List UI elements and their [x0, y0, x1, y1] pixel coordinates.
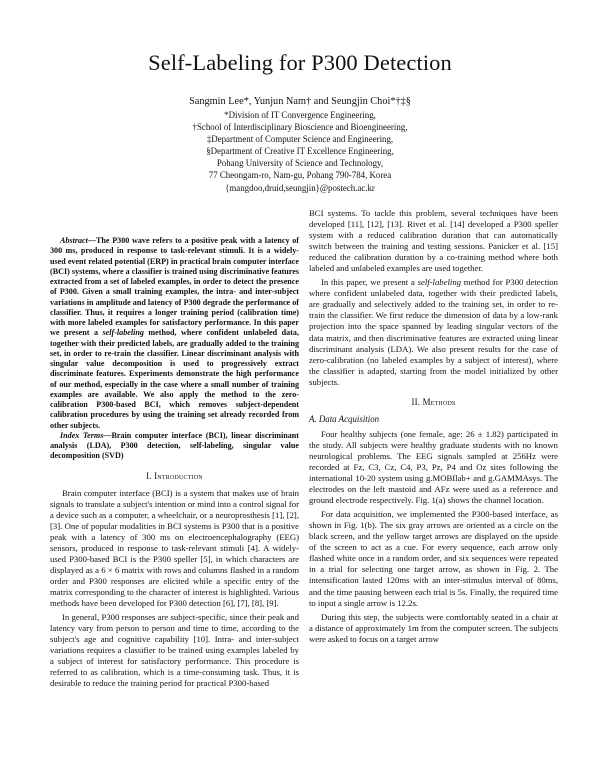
affiliations: [0, 109, 600, 194]
methods-paragraph: For data acquisition, we implemented the P300-based interface, as shown in Fig. 1(b). The six gray arrows are oriented as a circle on the black screen, and the yellow target arrows are displayed on the upside of the screen to act as a cue. For every sequence, each arrow only flashed white once in a random order, and six sequences were repeated in a trial for selecting one target arrow, as shown in Fig. 2. The intensification lasted 120ms with an inter-stimulus interval of 80ms, and the time pausing between each trial is 5s. Finally, the required time to input a single arrow is 12.2s.: [309, 509, 558, 608]
section-heading-methods: II. Methods: [411, 396, 456, 407]
affiliation-line: 77 Cheongam-ro, Nam-gu, Pohang 790-784, Korea: [208, 170, 392, 181]
affiliation-line: *Division of IT Convergence Engineering,: [224, 110, 376, 120]
affiliation-line: †School of Interdisciplinary Bioscience and Bioengineering,: [192, 122, 408, 133]
intro-paragraph-continued: BCI systems. To tackle this problem, several techniques have been developed [11], [12], [13]. Rivet et al. [14] developed a P300 speller system with a reduced calibration duration that can automatically switch between the training and testing sessions. Panicker et al. [15] reduced the calibration duration by a co-training method where both labeled and unlabeled examples are used together.: [309, 208, 558, 274]
affiliation-line: §Department of Creative IT Excellence Engineering,: [206, 146, 394, 157]
methods-paragraph: During this step, the subjects were comfortably seated in a chair at a distance of approximately 1m from the computer screen. The subjects were asked to focus on a target arrow: [309, 611, 558, 644]
index-terms: —Brain computer interface (BCI), linear discriminant analysis (LDA), P300 detection, self-labeling, singular value decomposition (SVD): [50, 430, 300, 461]
affiliation-line: ‡Department of Computer Science and Engineering,: [206, 134, 394, 145]
intro-paragraph: Brain computer interface (BCI) is a system that makes use of brain signals to translate a subject's intention or mind into a control signal for a device such as a computer, a wheelchair, or a neuroprosthesis [1], [2], [3]. One of popular modalities in BCI systems is P300 that is a positive peak with a latency of 300 ms on electroencephalography (EEG) sensors, produced in response to task-relevant stimuli [4]. A widely-used P300-based BCI is the P300 speller [5], in which characters are displayed as a 6 × 6 matrix with rows and columns flashed in a random order and P300 responses are elicited while a specific entry of the matrix corresponding to the character of interest is highlighted. Various methods have been developed for P300 detection [6], [7], [8], [9].: [50, 487, 299, 609]
abstract-text: —The P300 wave refers to a positive peak with a latency of 300 ms, produced in response to task-relevant stimuli. It is a widely-used event related potential (ERP) in practical brain computer interface (BCI) systems, where a classifier is trained using discriminative features extracted from a set of labeled examples, in order to detect the presence of P300. Given a small training examples, the intra- and inter-subject variations in amplitude and latency of P300 degrade the performance of classifier. Thus, it requires a longer training period (calibration time) with more labeled examples for satisfactory performance. In this paper we present a: [50, 236, 299, 338]
abstract-lead: Abstract: [60, 236, 88, 245]
section-heading-introduction: I. Introduction: [146, 470, 203, 481]
right-column: [309, 208, 558, 648]
intro-paragraph: In general, P300 responses are subject-specific, since their peak and latency vary from person to person and time to time, according to the subject's age and cognitive capability [10]. Intra- and inter-subject variations requires a classifier to be trained using examples labeled by a subject of interest for satisfactory performance. This procedure is referred to as calibration, which is a time-consuming task. Thus, it is desirable to reduce the training period for practical P300-based: [50, 612, 299, 689]
author-list: Sangmin Lee*, Yunjun Nam† and Seungjin Choi*†‡§: [189, 96, 411, 107]
abstract: [50, 236, 299, 462]
intro-paragraph: In this paper, we present a self-labeling method for P300 detection where confident unlabeled data, together with their predicted labels, are gradually and selectively added to the training set, in order to re-train the classifier. We first reduce the dimension of data by a low-rank projection into the space spanned by leading singular vectors of the data matrix, and then discriminative features are extracted using linear discriminant analysis (LDA). We also present results for the case of zero-calibration (no labeled examples by a subject of interest), where the classifier is adapted, starting from the model initialized by other subjects.: [309, 277, 558, 387]
subsection-heading: A. Data Acquisition: [309, 413, 380, 424]
affiliation-line: Pohang University of Science and Technology,: [216, 158, 384, 169]
abstract-text-cont: method, where confident unlabeled data, together with their predicted labels, are gradually added to the training set, in order to re-train the classifier. Linear discriminant analysis with singular value decomposition is used to progressively extract discriminate features. Experiments demonstrate the high performance of our method, especially in the case where a small number of training examples are available. We also apply the method to the zero-calibration P300-based BCI, which removes subject-dependent calibration procedures by using the training set already recorded from other subjects.: [50, 328, 299, 430]
abstract-emphasis: self-labeling: [102, 328, 144, 338]
index-terms-lead: Index Terms: [60, 430, 104, 440]
emphasis-text: self-labeling: [417, 277, 462, 288]
author-emails: {mangdoo,druid,seungjin}@postech.ac.kr: [225, 182, 375, 193]
paper-title: Self-Labeling for P300 Detection: [148, 50, 452, 75]
left-column: [50, 236, 299, 692]
methods-paragraph: Four healthy subjects (one female, age: 26 ± 1.82) participated in the study. All subjects were healthy graduate students with no known neurological problems. The EEG signals sampled at 256Hz were recorded at Fz, C3, Cz, C4, P3, Pz, P4 and Oz sites following the international 10-20 system using g.MOBIlab+ and g.GAMMAsys. The electrodes on the left mastoid and AFz were used as a reference and ground electrode respectively. Fig. 1(a) shows the channel location.: [309, 428, 558, 506]
